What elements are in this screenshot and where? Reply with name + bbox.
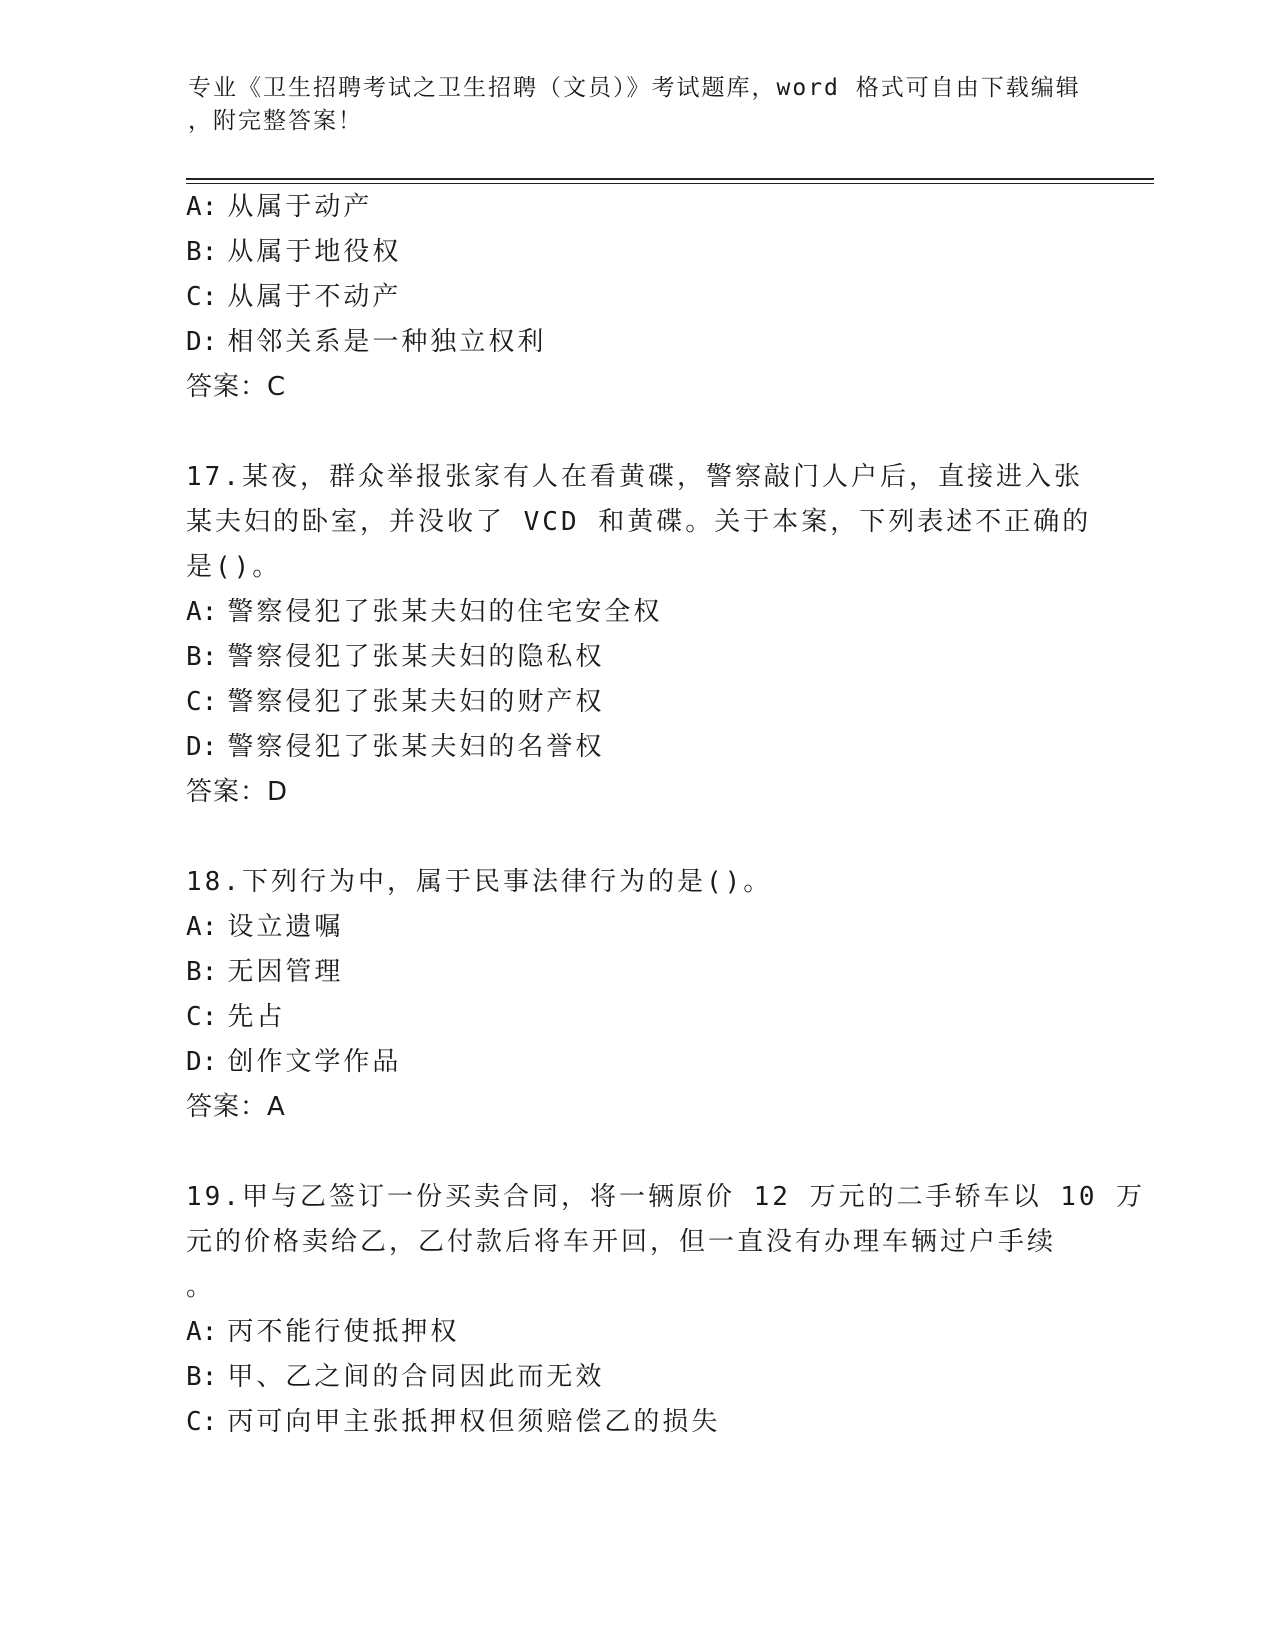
option-letter: D: [186,327,218,357]
answer-value: A [267,1092,285,1122]
q18-option-d [186,1046,401,1078]
q19-stem-line-3: 。 [186,1272,216,1302]
option-letter: C: [186,282,218,312]
q18-option-b [186,956,343,988]
header-divider-top [186,178,1154,180]
option-text: 丙可向甲主张抵押权但须赔偿乙的损失 [227,1407,721,1437]
header-line-2: ，附完整答案！ [188,108,363,134]
option-text: 创作文学作品 [227,1047,402,1077]
option-letter: B: [186,642,218,672]
option-text: 丙不能行使抵押权 [227,1317,460,1347]
q19-stem-line-1: 19.甲与乙签订一份买卖合同，将一辆原价 12 万元的二手轿车以 10 万 [186,1182,1146,1212]
option-text: 设立遗嘱 [227,912,344,942]
q17-option-a [186,596,662,628]
header-line-1: 专业《卫生招聘考试之卫生招聘（文员）》考试题库，word 格式可自由下载编辑 [188,75,1081,101]
q19-option-b [186,1361,604,1393]
header-divider-bottom [186,183,1154,184]
option-text: 无因管理 [227,957,344,987]
q17-stem-line-1: 17.某夜，群众举报张家有人在看黄碟，警察敲门人户后，直接进入张 [186,462,1083,492]
q18-answer [186,1091,285,1123]
q18-option-c [186,1001,285,1033]
q16-option-b [186,236,401,268]
option-text: 警察侵犯了张某夫妇的隐私权 [227,642,605,672]
option-letter: B: [186,957,218,987]
option-letter: B: [186,1362,218,1392]
option-letter: A: [186,192,218,222]
option-text: 从属于地役权 [227,237,402,267]
option-text: 先占 [227,1002,286,1032]
q18-stem-line-1: 18.下列行为中，属于民事法律行为的是()。 [186,867,773,897]
answer-value: C [267,372,286,402]
q17-option-d [186,731,604,763]
option-text: 从属于不动产 [227,282,402,312]
option-letter: C: [186,687,218,717]
answer-value: D [267,777,288,807]
q17-option-b [186,641,604,673]
option-text: 甲、乙之间的合同因此而无效 [227,1362,605,1392]
answer-label: 答案： [186,1092,268,1122]
page-header [188,72,1081,138]
option-text: 从属于动产 [227,192,373,222]
option-letter: D: [186,732,218,762]
q18-option-a [186,911,343,943]
option-letter: B: [186,237,218,267]
q19-option-c [186,1406,720,1438]
answer-label: 答案： [186,777,268,807]
answer-label: 答案： [186,372,268,402]
q17-stem-line-2: 某夫妇的卧室，并没收了 VCD 和黄碟。关于本案，下列表述不正确的 [186,507,1092,537]
q17-option-c [186,686,604,718]
q16-option-c [186,281,401,313]
option-letter: A: [186,912,218,942]
option-text: 警察侵犯了张某夫妇的住宅安全权 [227,597,663,627]
q19-option-a [186,1316,459,1348]
option-letter: D: [186,1047,218,1077]
q19-stem-line-2: 元的价格卖给乙，乙付款后将车开回，但一直没有办理车辆过户手续 [186,1227,1057,1257]
option-text: 警察侵犯了张某夫妇的名誉权 [227,732,605,762]
option-letter: C: [186,1407,218,1437]
option-letter: A: [186,597,218,627]
option-letter: C: [186,1002,218,1032]
q16-answer [186,371,285,403]
q16-option-d [186,326,546,358]
option-letter: A: [186,1317,218,1347]
option-text: 警察侵犯了张某夫妇的财产权 [227,687,605,717]
option-text: 相邻关系是一种独立权利 [227,327,547,357]
q16-option-a [186,191,372,223]
q17-answer [186,776,287,808]
q17-stem-line-3: 是()。 [186,552,282,582]
